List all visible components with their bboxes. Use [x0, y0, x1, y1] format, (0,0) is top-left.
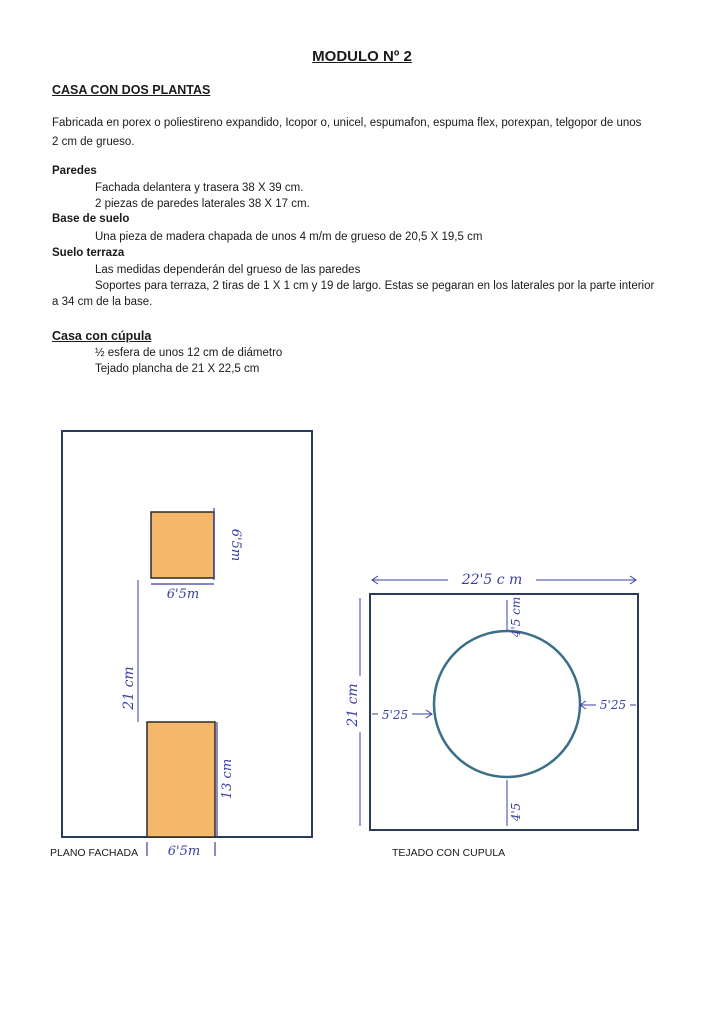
- right-dim-label: 5'25: [599, 698, 627, 712]
- height-21-label: 21 cm: [121, 666, 137, 710]
- window-width-label: 6'5m: [166, 587, 200, 602]
- fachada-window: [151, 512, 214, 578]
- suelo-terraza-line-2: Soportes para terraza, 2 tiras de 1 X 1 cm y 19 de largo. Estas se pegaran en los laterales por la parte interior: [95, 280, 655, 292]
- tejado-caption: TEJADO CON CUPULA: [392, 847, 506, 859]
- window-height-label: 6'5m: [228, 528, 243, 562]
- fachada-door: [147, 722, 215, 837]
- suelo-terraza-label: Suelo terraza: [52, 247, 125, 259]
- top-dim-label: 4'5 cm: [509, 596, 523, 638]
- tejado-cupula-drawing: [345, 570, 638, 859]
- width-label: 22'5 c m: [461, 572, 523, 588]
- door-height-label: 13 cm: [220, 758, 235, 800]
- base-suelo-label: Base de suelo: [52, 213, 130, 225]
- bottom-dim-label: 4'5: [509, 802, 523, 822]
- page-title: MODULO Nº 2: [312, 48, 412, 65]
- suelo-terraza-line-3: a 34 cm de la base.: [52, 296, 153, 308]
- cupula-line-1: ½ esfera de unos 12 cm de diámetro: [95, 347, 283, 359]
- suelo-terraza-line-1: Las medidas dependerán del grueso de las paredes: [95, 264, 361, 276]
- plano-fachada-drawing: [50, 431, 312, 859]
- section-heading-casa-dos-plantas: CASA CON DOS PLANTAS: [52, 83, 211, 97]
- intro-line-2: 2 cm de grueso.: [52, 136, 135, 148]
- door-width-label: 6'5m: [167, 844, 201, 859]
- plano-fachada-caption: PLANO FACHADA: [50, 847, 139, 859]
- paredes-line-2: 2 piezas de paredes laterales 38 X 17 cm.: [95, 198, 310, 210]
- section-heading-casa-cupula: Casa con cúpula: [52, 329, 152, 343]
- left-dim-label: 5'25: [381, 708, 409, 722]
- height-label: 21 cm: [345, 683, 361, 727]
- paredes-line-1: Fachada delantera y trasera 38 X 39 cm.: [95, 182, 304, 194]
- paredes-label: Paredes: [52, 165, 97, 177]
- cupula-circle: [434, 631, 580, 777]
- cupula-line-2: Tejado plancha de 21 X 22,5 cm: [95, 363, 260, 375]
- intro-line-1: Fabricada en porex o poliestireno expandido, Icopor o, unicel, espumafon, espuma flex, porexpan, telgopor de unos: [52, 117, 642, 129]
- base-suelo-line-1: Una pieza de madera chapada de unos 4 m/m de grueso de 20,5 X 19,5 cm: [95, 231, 483, 243]
